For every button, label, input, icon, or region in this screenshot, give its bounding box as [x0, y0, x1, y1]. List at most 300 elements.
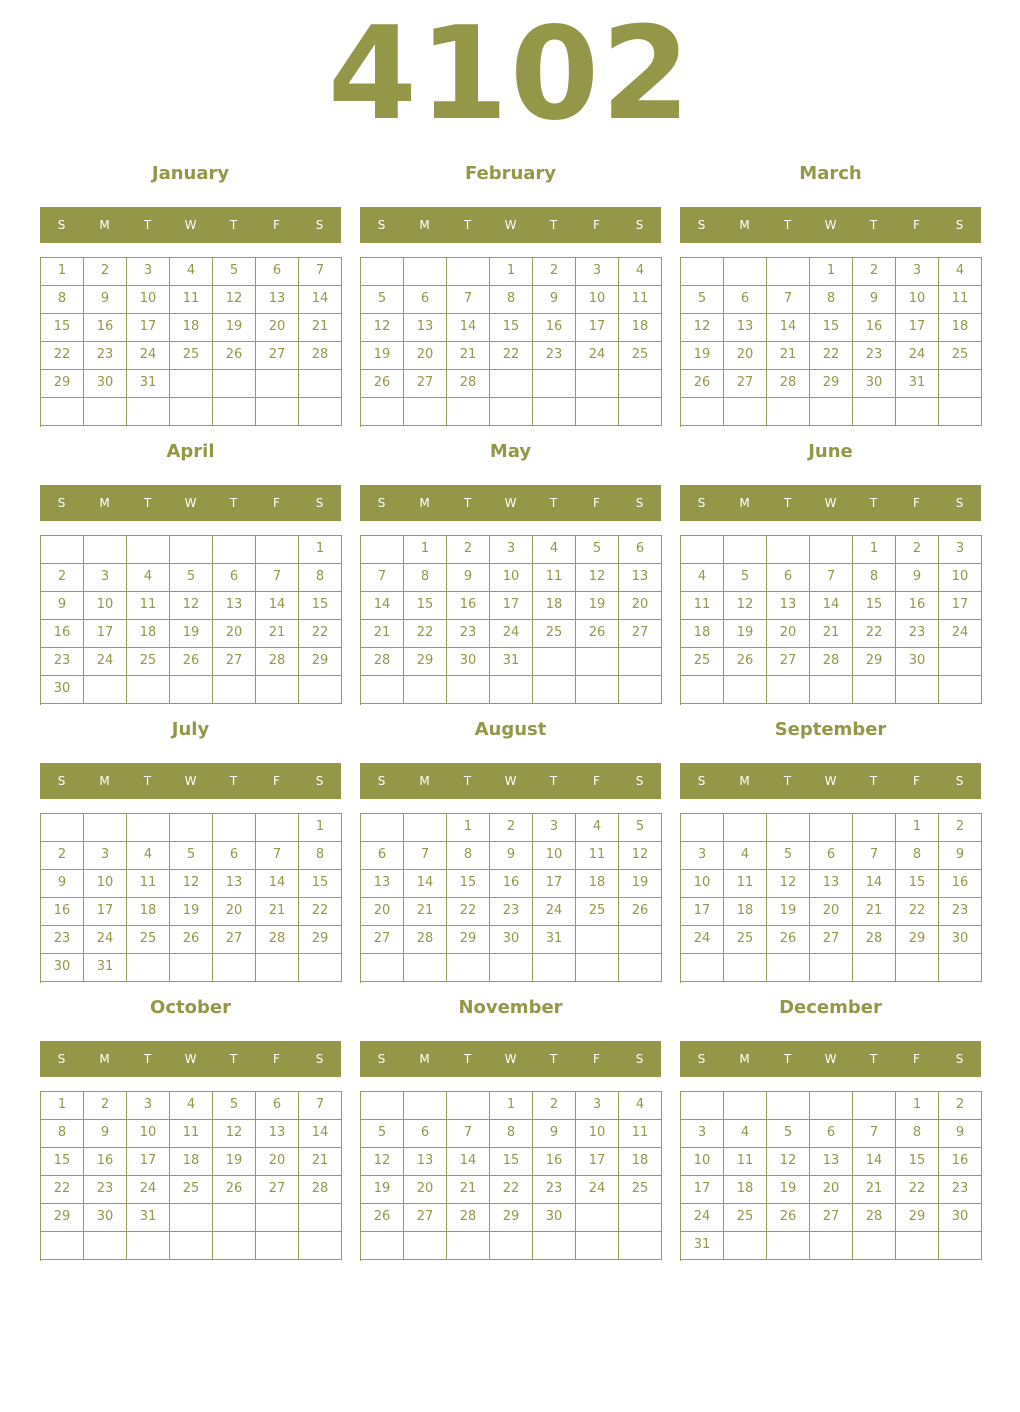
empty-day-cell — [896, 676, 939, 704]
day-cell: 10 — [939, 564, 982, 592]
day-cell: 7 — [853, 1120, 896, 1148]
weekday-header — [360, 207, 661, 243]
empty-day-cell — [853, 676, 896, 704]
month-name: March — [799, 163, 862, 184]
day-cell: 7 — [447, 286, 490, 314]
empty-day-cell — [170, 814, 213, 842]
day-cell: 5 — [576, 536, 619, 564]
day-cell: 6 — [619, 536, 662, 564]
day-cell: 22 — [490, 1176, 533, 1204]
day-cell: 24 — [127, 342, 170, 370]
day-cell: 11 — [619, 1120, 662, 1148]
empty-day-cell — [724, 536, 767, 564]
day-cell: 28 — [299, 342, 342, 370]
day-cell: 12 — [361, 314, 404, 342]
empty-day-cell — [490, 954, 533, 982]
day-cell: 13 — [213, 870, 256, 898]
day-cell: 26 — [619, 898, 662, 926]
empty-day-cell — [361, 536, 404, 564]
weekday-label: F — [913, 496, 920, 510]
day-cell: 21 — [299, 1148, 342, 1176]
day-cell: 4 — [681, 564, 724, 592]
day-grid — [360, 813, 662, 983]
day-cell: 15 — [299, 592, 342, 620]
day-cell: 26 — [576, 620, 619, 648]
day-cell: 5 — [170, 842, 213, 870]
day-cell: 3 — [490, 536, 533, 564]
day-cell: 7 — [447, 1120, 490, 1148]
day-cell: 22 — [896, 898, 939, 926]
empty-day-cell — [619, 398, 662, 426]
day-cell: 31 — [84, 954, 127, 982]
day-cell: 19 — [213, 314, 256, 342]
day-cell: 19 — [576, 592, 619, 620]
day-cell: 27 — [256, 342, 299, 370]
day-cell: 10 — [576, 286, 619, 314]
day-cell: 18 — [170, 1148, 213, 1176]
day-cell: 8 — [404, 564, 447, 592]
day-cell: 26 — [361, 1204, 404, 1232]
empty-day-cell — [256, 398, 299, 426]
day-cell: 5 — [361, 286, 404, 314]
day-cell: 27 — [256, 1176, 299, 1204]
day-cell: 20 — [767, 620, 810, 648]
empty-day-cell — [767, 536, 810, 564]
day-cell: 11 — [724, 1148, 767, 1176]
day-cell: 7 — [299, 258, 342, 286]
day-cell: 11 — [127, 870, 170, 898]
empty-day-cell — [681, 954, 724, 982]
day-cell: 17 — [127, 1148, 170, 1176]
day-cell: 17 — [896, 314, 939, 342]
weekday-label: S — [697, 1052, 706, 1066]
day-cell: 5 — [619, 814, 662, 842]
weekday-label: T — [869, 496, 878, 510]
day-cell: 12 — [170, 592, 213, 620]
empty-day-cell — [767, 814, 810, 842]
day-cell: 1 — [490, 1092, 533, 1120]
day-cell: 21 — [767, 342, 810, 370]
day-cell: 12 — [619, 842, 662, 870]
day-cell: 2 — [533, 258, 576, 286]
day-cell: 19 — [170, 898, 213, 926]
weekday-label: T — [869, 774, 878, 788]
weekday-label: F — [913, 774, 920, 788]
weekday-label: S — [955, 496, 964, 510]
day-cell: 16 — [41, 898, 84, 926]
weekday-label: S — [377, 774, 386, 788]
day-cell: 22 — [853, 620, 896, 648]
day-cell: 23 — [533, 1176, 576, 1204]
day-cell: 29 — [810, 370, 853, 398]
weekday-label: S — [377, 1052, 386, 1066]
day-cell: 14 — [853, 870, 896, 898]
weekday-label: S — [697, 774, 706, 788]
day-cell: 17 — [127, 314, 170, 342]
day-cell: 15 — [41, 1148, 84, 1176]
weekday-header — [40, 1041, 341, 1077]
day-cell: 16 — [84, 1148, 127, 1176]
day-cell: 19 — [213, 1148, 256, 1176]
day-cell: 12 — [767, 870, 810, 898]
empty-day-cell — [41, 1232, 84, 1260]
day-cell: 9 — [41, 592, 84, 620]
month-name: November — [458, 997, 563, 1018]
weekday-label: T — [783, 774, 792, 788]
empty-day-cell — [213, 370, 256, 398]
weekday-header — [40, 485, 341, 521]
day-cell: 9 — [533, 1120, 576, 1148]
empty-day-cell — [853, 1092, 896, 1120]
weekday-header — [680, 763, 981, 799]
day-cell: 20 — [361, 898, 404, 926]
day-cell: 10 — [896, 286, 939, 314]
day-cell: 31 — [533, 926, 576, 954]
day-cell: 17 — [939, 592, 982, 620]
day-cell: 28 — [361, 648, 404, 676]
day-cell: 8 — [299, 564, 342, 592]
day-cell: 21 — [256, 898, 299, 926]
day-cell: 21 — [853, 898, 896, 926]
weekday-label: T — [229, 1052, 238, 1066]
day-cell: 3 — [127, 258, 170, 286]
day-cell: 4 — [619, 258, 662, 286]
empty-day-cell — [404, 398, 447, 426]
day-cell: 7 — [299, 1092, 342, 1120]
day-cell: 29 — [41, 370, 84, 398]
weekday-label: F — [593, 496, 600, 510]
empty-day-cell — [681, 536, 724, 564]
day-cell: 8 — [41, 1120, 84, 1148]
day-cell: 28 — [256, 926, 299, 954]
empty-day-cell — [576, 1204, 619, 1232]
day-cell: 30 — [533, 1204, 576, 1232]
empty-day-cell — [213, 536, 256, 564]
day-cell: 14 — [810, 592, 853, 620]
day-cell: 25 — [724, 1204, 767, 1232]
empty-day-cell — [576, 398, 619, 426]
day-cell: 14 — [299, 286, 342, 314]
day-cell: 19 — [724, 620, 767, 648]
month-name: May — [489, 441, 532, 462]
empty-day-cell — [681, 676, 724, 704]
weekday-label: F — [273, 774, 280, 788]
day-cell: 14 — [404, 870, 447, 898]
weekday-label: T — [143, 774, 152, 788]
empty-day-cell — [170, 370, 213, 398]
day-cell: 2 — [939, 1092, 982, 1120]
day-cell: 13 — [810, 1148, 853, 1176]
day-cell: 30 — [853, 370, 896, 398]
day-cell: 4 — [724, 842, 767, 870]
day-cell: 19 — [619, 870, 662, 898]
day-cell: 22 — [41, 342, 84, 370]
day-cell: 3 — [576, 1092, 619, 1120]
day-cell: 29 — [853, 648, 896, 676]
weekday-label: T — [869, 1052, 878, 1066]
empty-day-cell — [533, 648, 576, 676]
day-cell: 7 — [256, 842, 299, 870]
empty-day-cell — [256, 1204, 299, 1232]
empty-day-cell — [724, 1232, 767, 1260]
empty-day-cell — [256, 676, 299, 704]
day-cell: 4 — [576, 814, 619, 842]
day-cell: 8 — [447, 842, 490, 870]
empty-day-cell — [213, 814, 256, 842]
day-cell: 18 — [127, 620, 170, 648]
weekday-label: M — [99, 218, 110, 232]
day-cell: 7 — [361, 564, 404, 592]
day-cell: 20 — [213, 620, 256, 648]
day-cell: 21 — [256, 620, 299, 648]
empty-day-cell — [619, 370, 662, 398]
day-cell: 31 — [681, 1232, 724, 1260]
day-cell: 11 — [681, 592, 724, 620]
weekday-label: F — [273, 496, 280, 510]
weekday-label: F — [273, 1052, 280, 1066]
empty-day-cell — [170, 398, 213, 426]
empty-day-cell — [447, 676, 490, 704]
day-cell: 18 — [681, 620, 724, 648]
weekday-label: F — [593, 218, 600, 232]
day-cell: 18 — [724, 898, 767, 926]
day-cell: 30 — [41, 954, 84, 982]
day-cell: 15 — [853, 592, 896, 620]
day-cell: 25 — [939, 342, 982, 370]
weekday-label: M — [739, 496, 750, 510]
empty-day-cell — [576, 926, 619, 954]
empty-day-cell — [213, 1204, 256, 1232]
day-cell: 18 — [533, 592, 576, 620]
empty-day-cell — [361, 1232, 404, 1260]
day-cell: 22 — [299, 898, 342, 926]
day-cell: 12 — [213, 286, 256, 314]
day-cell: 29 — [299, 648, 342, 676]
empty-day-cell — [724, 1092, 767, 1120]
empty-day-cell — [299, 1204, 342, 1232]
weekday-label: T — [143, 218, 152, 232]
month-name: June — [808, 441, 853, 462]
empty-day-cell — [619, 648, 662, 676]
weekday-label: T — [463, 496, 472, 510]
empty-day-cell — [853, 398, 896, 426]
weekday-label: T — [783, 496, 792, 510]
day-cell: 15 — [41, 314, 84, 342]
day-cell: 21 — [404, 898, 447, 926]
weekday-header — [40, 763, 341, 799]
day-grid — [40, 257, 342, 427]
day-cell: 14 — [256, 592, 299, 620]
weekday-label: S — [635, 774, 644, 788]
day-cell: 16 — [84, 314, 127, 342]
weekday-label: M — [739, 1052, 750, 1066]
weekday-label: T — [463, 1052, 472, 1066]
day-cell: 9 — [490, 842, 533, 870]
day-cell: 28 — [299, 1176, 342, 1204]
day-cell: 28 — [853, 1204, 896, 1232]
day-cell: 29 — [490, 1204, 533, 1232]
day-cell: 24 — [576, 342, 619, 370]
day-cell: 14 — [299, 1120, 342, 1148]
empty-day-cell — [896, 1232, 939, 1260]
empty-day-cell — [299, 370, 342, 398]
day-cell: 26 — [170, 926, 213, 954]
day-cell: 7 — [256, 564, 299, 592]
weekday-label: T — [783, 218, 792, 232]
empty-day-cell — [939, 648, 982, 676]
day-cell: 12 — [361, 1148, 404, 1176]
day-cell: 9 — [939, 842, 982, 870]
day-cell: 9 — [447, 564, 490, 592]
weekday-label: W — [824, 1052, 837, 1066]
day-cell: 23 — [853, 342, 896, 370]
day-cell: 29 — [896, 926, 939, 954]
day-cell: 6 — [213, 842, 256, 870]
day-cell: 13 — [256, 286, 299, 314]
empty-day-cell — [361, 676, 404, 704]
day-cell: 15 — [896, 870, 939, 898]
day-cell: 30 — [896, 648, 939, 676]
day-cell: 27 — [404, 370, 447, 398]
day-cell: 4 — [170, 258, 213, 286]
day-cell: 23 — [939, 1176, 982, 1204]
day-cell: 24 — [533, 898, 576, 926]
day-cell: 12 — [767, 1148, 810, 1176]
day-cell: 9 — [41, 870, 84, 898]
empty-day-cell — [681, 258, 724, 286]
empty-day-cell — [619, 926, 662, 954]
day-cell: 24 — [681, 1204, 724, 1232]
day-cell: 20 — [404, 1176, 447, 1204]
day-cell: 9 — [84, 1120, 127, 1148]
day-cell: 6 — [404, 1120, 447, 1148]
weekday-label: F — [913, 218, 920, 232]
day-cell: 17 — [84, 898, 127, 926]
day-cell: 10 — [84, 870, 127, 898]
day-cell: 8 — [896, 842, 939, 870]
day-cell: 18 — [170, 314, 213, 342]
weekday-label: S — [635, 1052, 644, 1066]
day-cell: 6 — [256, 258, 299, 286]
empty-day-cell — [170, 676, 213, 704]
day-cell: 19 — [681, 342, 724, 370]
day-cell: 10 — [681, 870, 724, 898]
day-cell: 7 — [767, 286, 810, 314]
day-cell: 30 — [447, 648, 490, 676]
day-cell: 20 — [724, 342, 767, 370]
day-cell: 8 — [810, 286, 853, 314]
empty-day-cell — [896, 954, 939, 982]
weekday-label: T — [549, 774, 558, 788]
day-cell: 7 — [810, 564, 853, 592]
day-cell: 13 — [724, 314, 767, 342]
empty-day-cell — [170, 954, 213, 982]
day-cell: 20 — [256, 314, 299, 342]
day-cell: 11 — [170, 286, 213, 314]
day-cell: 11 — [724, 870, 767, 898]
day-cell: 6 — [724, 286, 767, 314]
day-cell: 19 — [170, 620, 213, 648]
day-grid — [40, 1091, 342, 1261]
day-cell: 25 — [619, 342, 662, 370]
empty-day-cell — [213, 1232, 256, 1260]
day-cell: 22 — [299, 620, 342, 648]
day-cell: 12 — [576, 564, 619, 592]
day-cell: 5 — [213, 258, 256, 286]
empty-day-cell — [810, 954, 853, 982]
empty-day-cell — [681, 1092, 724, 1120]
weekday-label: M — [419, 218, 430, 232]
empty-day-cell — [299, 398, 342, 426]
day-cell: 3 — [533, 814, 576, 842]
day-cell: 29 — [404, 648, 447, 676]
day-cell: 26 — [767, 926, 810, 954]
day-cell: 17 — [681, 1176, 724, 1204]
day-cell: 11 — [533, 564, 576, 592]
day-cell: 4 — [724, 1120, 767, 1148]
month-name: October — [150, 997, 231, 1018]
day-cell: 18 — [724, 1176, 767, 1204]
empty-day-cell — [853, 954, 896, 982]
day-cell: 3 — [127, 1092, 170, 1120]
day-cell: 23 — [84, 342, 127, 370]
weekday-label: M — [419, 496, 430, 510]
day-cell: 16 — [490, 870, 533, 898]
day-cell: 26 — [213, 342, 256, 370]
day-cell: 15 — [490, 1148, 533, 1176]
day-grid — [680, 257, 982, 427]
weekday-label: M — [99, 496, 110, 510]
weekday-label: S — [315, 1052, 324, 1066]
day-cell: 31 — [127, 1204, 170, 1232]
empty-day-cell — [767, 1092, 810, 1120]
month-name: April — [166, 441, 215, 462]
weekday-header — [360, 763, 661, 799]
empty-day-cell — [939, 1232, 982, 1260]
day-cell: 8 — [41, 286, 84, 314]
empty-day-cell — [213, 398, 256, 426]
empty-day-cell — [84, 398, 127, 426]
day-cell: 20 — [256, 1148, 299, 1176]
day-cell: 12 — [170, 870, 213, 898]
empty-day-cell — [939, 370, 982, 398]
empty-day-cell — [810, 1232, 853, 1260]
day-cell: 22 — [490, 342, 533, 370]
day-cell: 23 — [41, 648, 84, 676]
weekday-label: T — [463, 774, 472, 788]
day-grid — [680, 535, 982, 705]
weekday-label: T — [549, 496, 558, 510]
day-cell: 28 — [853, 926, 896, 954]
weekday-label: S — [697, 218, 706, 232]
empty-day-cell — [533, 954, 576, 982]
day-cell: 30 — [84, 370, 127, 398]
weekday-label: W — [504, 1052, 517, 1066]
empty-day-cell — [490, 370, 533, 398]
day-cell: 27 — [767, 648, 810, 676]
day-cell: 28 — [447, 1204, 490, 1232]
empty-day-cell — [127, 536, 170, 564]
day-cell: 28 — [447, 370, 490, 398]
day-cell: 24 — [84, 648, 127, 676]
day-cell: 11 — [127, 592, 170, 620]
day-cell: 19 — [767, 1176, 810, 1204]
empty-day-cell — [896, 398, 939, 426]
weekday-label: S — [697, 496, 706, 510]
empty-day-cell — [724, 258, 767, 286]
day-cell: 27 — [619, 620, 662, 648]
day-cell: 21 — [361, 620, 404, 648]
